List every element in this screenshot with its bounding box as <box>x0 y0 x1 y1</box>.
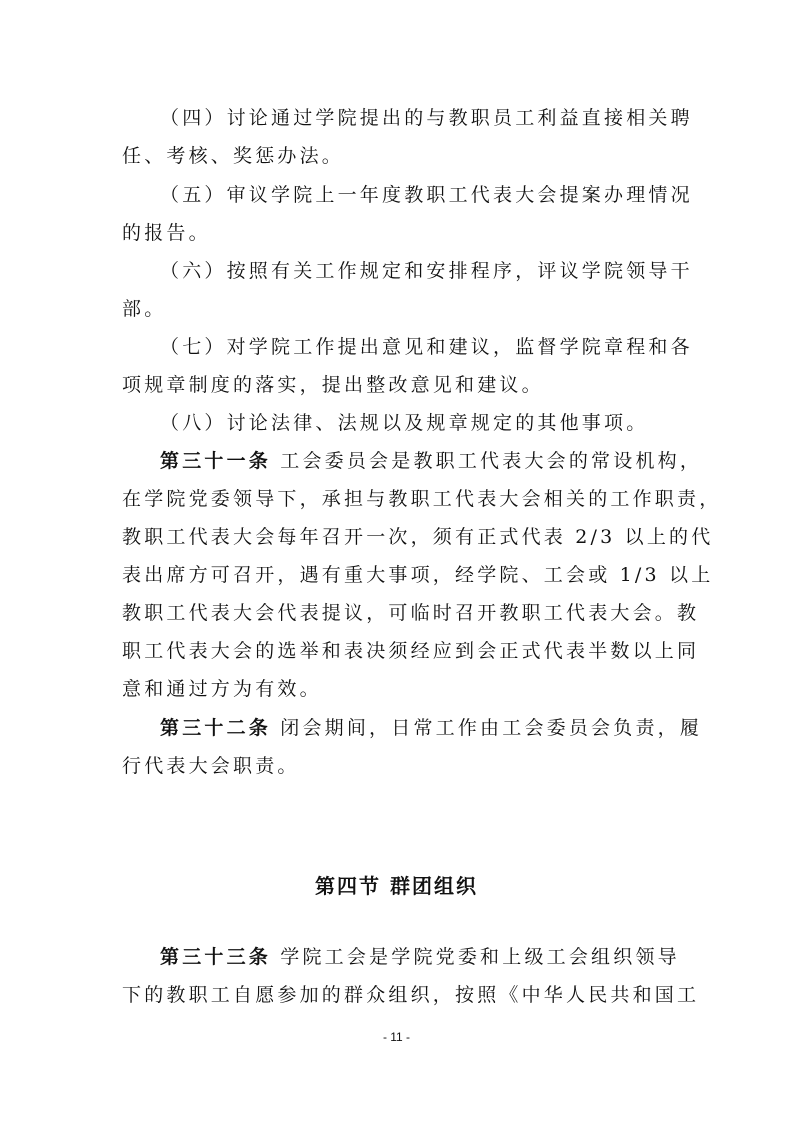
article-number: 第三十三条 <box>160 946 272 968</box>
article-text: 学院工会是学院党委和上级工会组织领导 <box>271 946 680 968</box>
text-line: 的报告。 <box>122 222 211 244</box>
text-line: 下的教职工自愿参加的群众组织，按照《中华人民共和国工 <box>122 984 700 1006</box>
article-first-line <box>160 716 720 740</box>
text-line: 在学院党委领导下，承担与教职工代表大会相关的工作职责， <box>122 488 722 510</box>
article-number: 第三十一条 <box>160 450 272 472</box>
article-number: 第三十二条 <box>160 717 272 739</box>
text-line: （五）审议学院上一年度教职工代表大会提案办理情况 <box>160 184 693 206</box>
text-line: 任、考核、奖惩办法。 <box>122 145 345 167</box>
text-line: 表出席方可召开，遇有重大事项，经学院、工会或 1/3 以上 <box>122 564 714 586</box>
article-first-line <box>160 945 720 969</box>
text-line: （八）讨论法律、法规以及规章规定的其他事项。 <box>160 412 649 434</box>
text-line: （七）对学院工作提出意见和建议，监督学院章程和各 <box>160 336 693 358</box>
article-text: 工会委员会是教职工代表大会的常设机构， <box>271 450 703 472</box>
text-line: 项规章制度的落实，提出整改意见和建议。 <box>122 374 544 396</box>
text-line: 意和通过方为有效。 <box>122 678 322 700</box>
text-line: 教职工代表大会代表提议，可临时召开教职工代表大会。教 <box>122 602 700 624</box>
text-line: （六）按照有关工作规定和安排程序，评议学院领导干 <box>160 260 693 282</box>
page-number: - 11 - <box>382 1030 411 1044</box>
article-first-line <box>160 449 720 473</box>
text-line: 职工代表大会的选举和表决须经应到会正式代表半数以上同 <box>122 640 700 662</box>
text-line: 行代表大会职责。 <box>122 755 300 777</box>
section-heading: 第四节 群团组织 <box>315 874 478 898</box>
text-line: （四）讨论通过学院提出的与教职员工利益直接相关聘 <box>160 107 693 129</box>
text-line: 部。 <box>122 298 167 320</box>
article-text: 闭会期间，日常工作由工会委员会负责，履 <box>271 717 703 739</box>
text-line: 教职工代表大会每年召开一次，须有正式代表 2/3 以上的代 <box>122 526 714 548</box>
